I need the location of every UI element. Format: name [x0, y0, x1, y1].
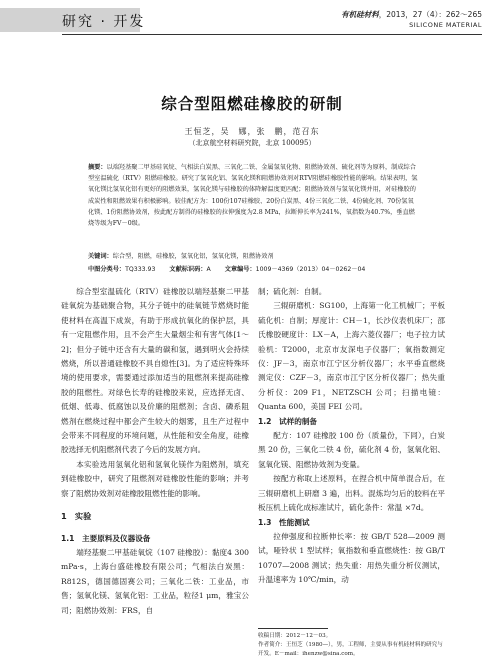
paragraph: 本实验选用氢氧化铝和氢氧化镁作为阻燃剂，填充到硅橡胶中，研究了阻燃剂对硅橡胶性能的影响；并考察了阻燃协效剂对硅橡胶阻燃性能的影响。: [61, 459, 249, 498]
received-date: 收稿日期：2012－12－03。: [258, 633, 332, 639]
footnote-rule: [258, 628, 328, 629]
keywords: [88, 251, 418, 260]
section-label: 研究 · 开发: [62, 14, 146, 30]
article-title: 综合型阻燃硅橡胶的研制: [161, 95, 343, 113]
abstract-text: 以端羟基聚二甲基硅氧烷、气相法白炭黑、三氧化二铁、金属氢氧化物、阻燃协效剂、硫化剂等为原料，制成综合型室温硫化（RTV）阻燃硅橡胶。研究了氢氧化铝、氢氧化镁和阻燃协效剂对RTV阻燃硅橡胶性能的影响。结果表明，氢氧化镁比氢氧化铝有更好的阻燃效果，氢氧化镁与硅橡胶的体降解温度更匹配；阻燃协效剂与氢氧化镁并用，对硅橡胶的成炭性和阻燃效果有积极影响。较佳配方为：100份107硅橡胶、20份白炭黑、4份三氧化二铁、4份硫化剂、70份氢氧化镁、1份阻燃协效剂，按此配方制得的硅橡胶的拉伸强度为2.8 MPa，拉断伸长率为241%，氧指数为40.7%，垂直燃烧等级为FV－0级。: [88, 164, 418, 228]
keywords-label: 关键词：: [88, 253, 113, 260]
journal-volume: ，2013，27（4）：262～265: [378, 10, 482, 19]
paragraph: 拉伸强度和拉断伸长率：按 GB/T 528—2009 测试，哑铃状 1 型试样；氧指数和垂直燃烧性：按 GB/T 10707—2008 测试；热失重：用热失重分析仪测试，升温速率为 10℃/min，动: [258, 531, 445, 585]
article-id: 1009－4369（2013）04－0262－04: [255, 266, 366, 273]
subsection-heading: 1.3 性能测试: [258, 517, 310, 527]
paragraph: 制；硫化剂：自制。: [258, 287, 327, 296]
author-bio: 作者简介：王恒芝（1980—），男，工程师，主要从事有机硅材料的研究与开发。E－mail：ihenzw@sina.com。: [258, 642, 443, 657]
subsection-heading: 1.2 试样的制备: [258, 416, 318, 426]
journal-citation: [341, 9, 482, 20]
journal-name: 有机硅材料: [341, 10, 379, 19]
section-heading: 1 实验: [61, 511, 92, 522]
clc-label: 中图分类号：: [88, 266, 126, 273]
footnote: [258, 632, 448, 659]
abstract-label: 摘要：: [88, 164, 107, 171]
paragraph: 配方：107 硅橡胶 100 份（质量份，下同），白炭黑 20 份，三氧化二铁 4 份，硫化剂 4 份，氢氧化铝、氢氧化镁、阻燃协效剂为变量。: [258, 431, 445, 469]
body-column-right: [258, 285, 445, 588]
clc-code: TQ333.93: [125, 266, 156, 273]
body-column-left: [61, 285, 249, 618]
doc-code: A: [206, 266, 211, 273]
journal-english-name: SILICONE MATERIAL: [409, 21, 482, 29]
paragraph: 三辊研磨机：SG100，上海第一化工机械厂；平板硫化机：自制；厚度计：CH－1，长沙仪表机床厂；邵氏橡胶硬度计：LX－A，上海六菱仪器厂；电子拉力试验机：T2000，北京市友深电子仪器厂；氧指数测定仪：JF－3，南京市江宁区分析仪器厂；水平垂直燃烧测定仪：CZF－3，南京市江宁区分析仪器厂；热失重分析仪：209 F1，NETZSCH 公司；扫描电镜：Quanta 600，美国 FEI 公司。: [258, 301, 445, 412]
paragraph: 综合型室温硫化（RTV）硅橡胶以端羟基聚二甲基硅氧烷为基础聚合物，其分子链中的硅氧链节燃烧时能使材料在高温下成炭，有助于形成抗氧化的保护层，具有一定阻燃作用，且不会产生大量烟尘和有害气体[1～2]；但分子链中还含有大量的碳和氢，遇到明火会持续燃烧，所以普通硅橡胶不具自熄性[3]。为了适应特殊环境的使用要求，需要通过添加适当的阻燃剂来提高硅橡胶的阻燃性。对绿色长寿的硅橡胶来说，应选择无卤、低烟、低毒、低腐蚀以及价廉的阻燃剂；含卤、磷系阻燃剂在燃烧过程中都会产生较大的烟雾，且生产过程中会带来不同程度的环境问题，从性能和安全角度，硅橡胶选择无机阻燃剂代表了今后的发展方向。: [61, 287, 249, 455]
affiliation: （北京航空材料研究院，北京 100095）: [188, 139, 316, 147]
paragraph: 端羟基聚二甲基硅氧烷（107 硅橡胶）：黏度4 300 mPa·s，上海台盛硅橡胶有限公司；气相法白炭黑：R812S，德国德固赛公司；三氧化二铁：工业品，市售；氢氧化镁、氢氧化铝：工业品，粒径1 μm，雅宝公司；阻燃协效剂：FRS，自: [61, 547, 249, 615]
authors: 王恒芝，吴 娜，张 鹏，范召东: [184, 127, 320, 136]
keywords-text: 综合型，阻燃，硅橡胶，氢氧化铝，氢氧化镁，阻燃协效剂: [112, 253, 274, 260]
subsection-heading: 1.1 主要原料及仪器设备: [61, 533, 151, 543]
paragraph: 按配方称取上述原料，在捏合机中简单混合后，在三辊研磨机上研磨 3 遍，出料。混炼均匀后的胶料在平板压机上硫化成标准试片，硫化条件：常温 ×7d。: [258, 474, 445, 513]
classification-line: [88, 264, 428, 273]
running-header: [0, 6, 504, 34]
doc-code-label: 文献标识码：: [169, 266, 207, 273]
article-id-label: 文章编号：: [224, 266, 256, 273]
abstract: [88, 162, 418, 229]
header-rule: [62, 34, 482, 35]
